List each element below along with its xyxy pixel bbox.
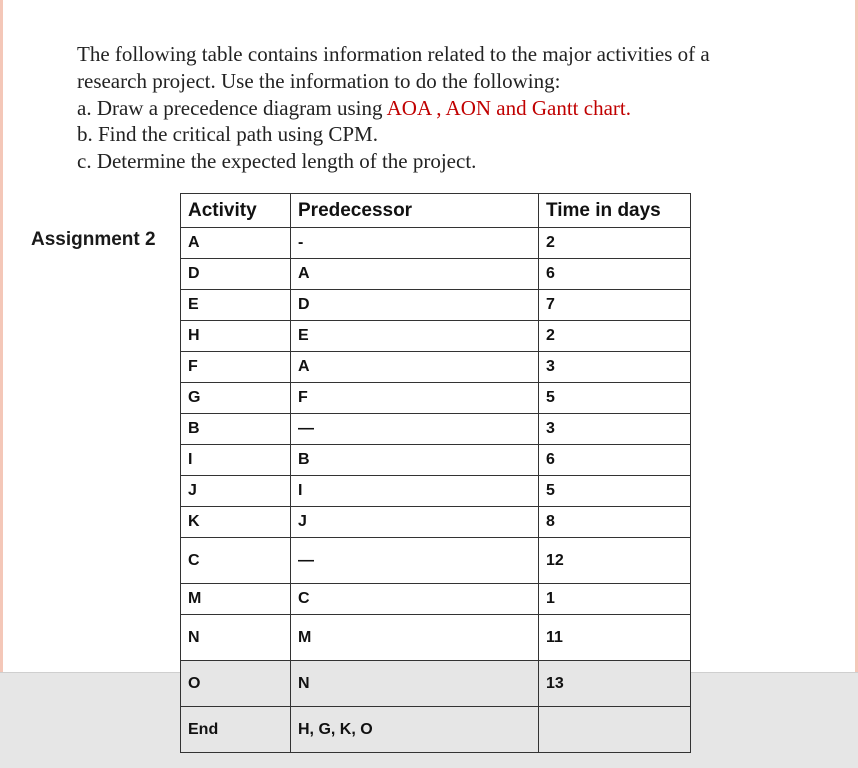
instruction-line-5: c. Determine the expected length of the project. (77, 149, 477, 174)
cell-activity: End (181, 707, 291, 753)
table-row (181, 228, 691, 259)
cell-predecessor: A (291, 259, 539, 290)
table-row (181, 352, 691, 383)
header-predecessor: Predecessor (291, 194, 539, 228)
instruction-line-3 (77, 95, 837, 122)
cell-activity: F (181, 352, 291, 383)
cell-activity: I (181, 445, 291, 476)
cell-activity: C (181, 538, 291, 584)
instructions-text (77, 41, 837, 175)
cell-activity: H (181, 321, 291, 352)
cell-predecessor: H, G, K, O (291, 707, 539, 753)
cell-time: 3 (539, 352, 691, 383)
cell-time: 8 (539, 507, 691, 538)
cell-predecessor: — (291, 414, 539, 445)
table-row (181, 661, 691, 707)
table-row (181, 584, 691, 615)
cell-predecessor: C (291, 584, 539, 615)
cell-activity: J (181, 476, 291, 507)
cell-time: 7 (539, 290, 691, 321)
cell-predecessor: J (291, 507, 539, 538)
table-header-row (181, 194, 691, 228)
instruction-a-highlight: AOA , AON and Gantt chart. (386, 95, 631, 120)
cell-activity: E (181, 290, 291, 321)
cell-time (539, 707, 691, 753)
cell-time: 2 (539, 228, 691, 259)
table-row (181, 476, 691, 507)
cell-time: 3 (539, 414, 691, 445)
table-row (181, 615, 691, 661)
header-time: Time in days (539, 194, 691, 228)
cell-activity: D (181, 259, 291, 290)
cell-time: 6 (539, 259, 691, 290)
table-row (181, 321, 691, 352)
cell-time: 2 (539, 321, 691, 352)
cell-time: 6 (539, 445, 691, 476)
table-row (181, 507, 691, 538)
cell-time: 1 (539, 584, 691, 615)
cell-predecessor: I (291, 476, 539, 507)
cell-time: 13 (539, 661, 691, 707)
cell-predecessor: E (291, 321, 539, 352)
instruction-line-4: b. Find the critical path using CPM. (77, 122, 378, 147)
cell-predecessor: N (291, 661, 539, 707)
cell-activity: G (181, 383, 291, 414)
table-row (181, 538, 691, 584)
cell-activity: K (181, 507, 291, 538)
instruction-line-2: research project. Use the information to do the following: (77, 68, 561, 93)
cell-time: 12 (539, 538, 691, 584)
left-page-border (0, 0, 3, 672)
table-row (181, 707, 691, 753)
cell-activity: B (181, 414, 291, 445)
table-row (181, 290, 691, 321)
table-row (181, 259, 691, 290)
assignment-label: Assignment 2 (31, 229, 156, 250)
activity-table (180, 193, 691, 753)
table-row (181, 414, 691, 445)
instruction-line-1: The following table contains information related to the major activities of a (77, 42, 710, 66)
cell-predecessor: B (291, 445, 539, 476)
cell-activity: A (181, 228, 291, 259)
header-activity: Activity (181, 194, 291, 228)
cell-activity: O (181, 661, 291, 707)
cell-predecessor: M (291, 615, 539, 661)
cell-time: 11 (539, 615, 691, 661)
cell-predecessor: - (291, 228, 539, 259)
cell-time: 5 (539, 383, 691, 414)
cell-activity: M (181, 584, 291, 615)
cell-activity: N (181, 615, 291, 661)
cell-predecessor: — (291, 538, 539, 584)
table-row (181, 445, 691, 476)
instruction-a-text: a. Draw a precedence diagram using (77, 95, 387, 120)
table-row (181, 383, 691, 414)
cell-time: 5 (539, 476, 691, 507)
cell-predecessor: F (291, 383, 539, 414)
cell-predecessor: D (291, 290, 539, 321)
cell-predecessor: A (291, 352, 539, 383)
